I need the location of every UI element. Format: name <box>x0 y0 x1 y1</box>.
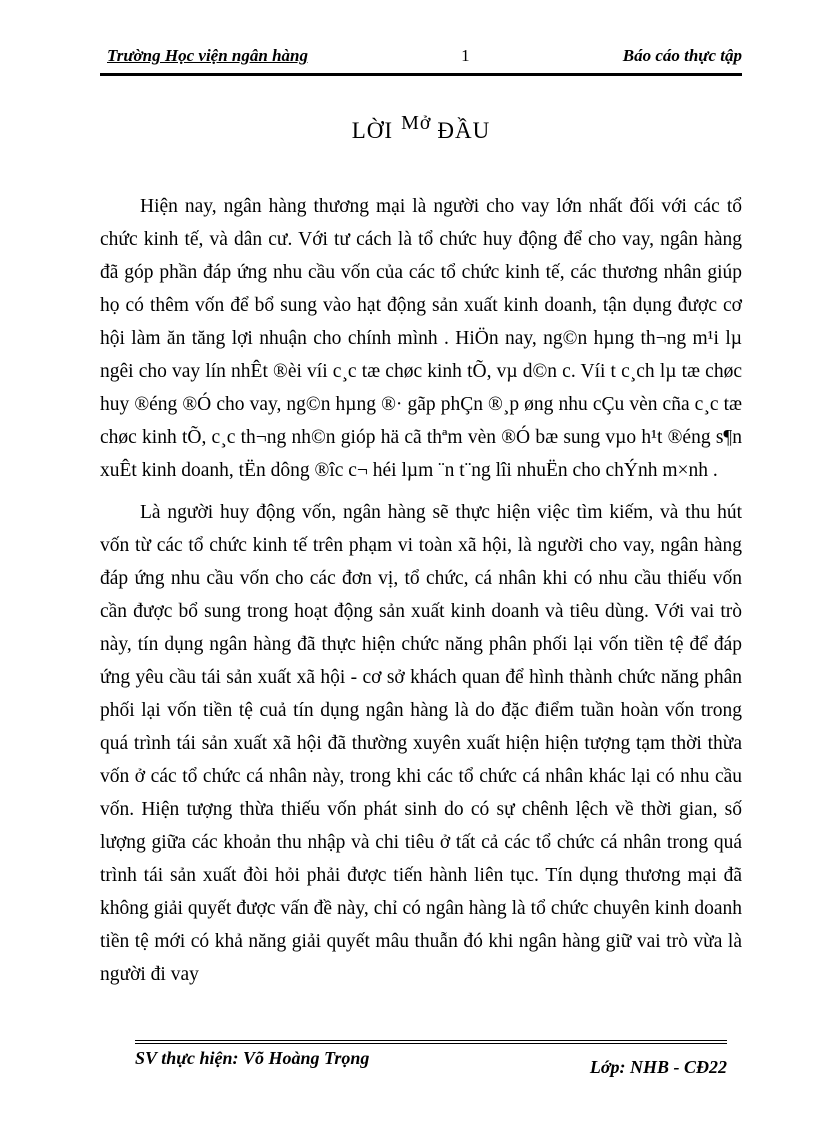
footer-student-name: SV thực hiện: Võ Hoàng Trọng <box>135 1048 370 1068</box>
paragraph-2: Là người huy động vốn, ngân hàng sẽ thực hiện việc tìm kiếm, và thu hút vốn từ các tổ chức kinh tế trên phạm vi toàn xã hội, là người cho vay, ngân hàng đáp ứng nhu cầu vốn cho các đơn vị, tổ chức, cá nhân khi có nhu cầu thiếu vốn cần được bổ sung trong hoạt động sản xuất kinh doanh và tiêu dùng. Với vai trò này, tín dụng ngân hàng đã thực hiện chức năng phân phối lại vốn tiền tệ để đáp ứng yêu cầu tái sản xuất xã hội - cơ sở khách quan để hình thành chức năng phân phối lại vốn tiền tệ cuả tín dụng ngân hàng là do đặc điểm tuần hoàn vốn trong quá trình tái sản xuất xã hội đã thường xuyên xuất hiện hiện tượng tạm thời thừa vốn ở các tổ chức cá nhân này, trong khi các tổ chức cá nhân khác lại có nhu cầu vốn. Hiện tượng thừa thiếu vốn phát sinh do có sự chênh lệch về thời gian, số lượng giữa các khoản thu nhập và chi tiêu ở tất cả các tổ chức cá nhân trong quá trình tái sản xuất đòi hỏi phải được tiến hành liên tục. Tín dụng thương mại đã không giải quyết được vấn đề này, chỉ có ngân hàng là tổ chức chuyên kinh doanh tiền tệ mới có khả năng giải quyết mâu thuẫn đó khi ngân hàng giữ vai trò vừa là người đi vay <box>100 502 742 985</box>
header-school-name: Trường Học viện ngân hàng <box>107 46 308 65</box>
title-word-mo-superscript: Mở <box>401 112 432 134</box>
document-body <box>100 190 742 991</box>
page-footer <box>135 1040 727 1078</box>
paragraph-1: Hiện nay, ngân hàng thương mại là người cho vay lớn nhất đối với các tổ chức kinh tế, và dân cư. Với tư cách là tổ chức huy động để cho vay, ngân hàng đã góp phần đáp ứng nhu cầu vốn của các tổ chức kinh tế, các thương nhân giúp họ có thêm vốn để bổ sung vào hạt động sản xuất kinh doanh, tận dụng được cơ hội làm ăn tăng lợi nhuận cho chính mình . HiÖn nay, ng©n hµng th¬ng m¹i lµ ngêi cho vay lín nhÊt ®èi víi c¸c tæ chøc kinh tÕ, vµ d©n c. Víi t c¸ch lµ tæ chøc huy ®éng ®Ó cho vay, ng©n hµng ®· gãp phÇn ®¸p øng nhu cÇu vèn cña c¸c tæ chøc kinh tÕ, c¸c th¬ng nh©n gióp hä cã thªm vèn ®Ó bæ sung vµo h¹t ®éng s¶n xuÊt kinh doanh, tËn dông ®îc c¬ héi lµm ¨n t¨ng lîi nhuËn cho chÝnh m×nh . <box>100 196 742 481</box>
title-word-dau: ĐẦU <box>437 118 491 143</box>
header-page-number: 1 <box>461 46 470 65</box>
page-header <box>100 46 742 76</box>
document-title <box>100 112 742 144</box>
footer-class-label: Lớp: NHB - CĐ22 <box>589 1057 727 1077</box>
title-word-loi: LỜI <box>351 118 394 143</box>
header-report-title: Báo cáo thực tập <box>622 46 742 65</box>
